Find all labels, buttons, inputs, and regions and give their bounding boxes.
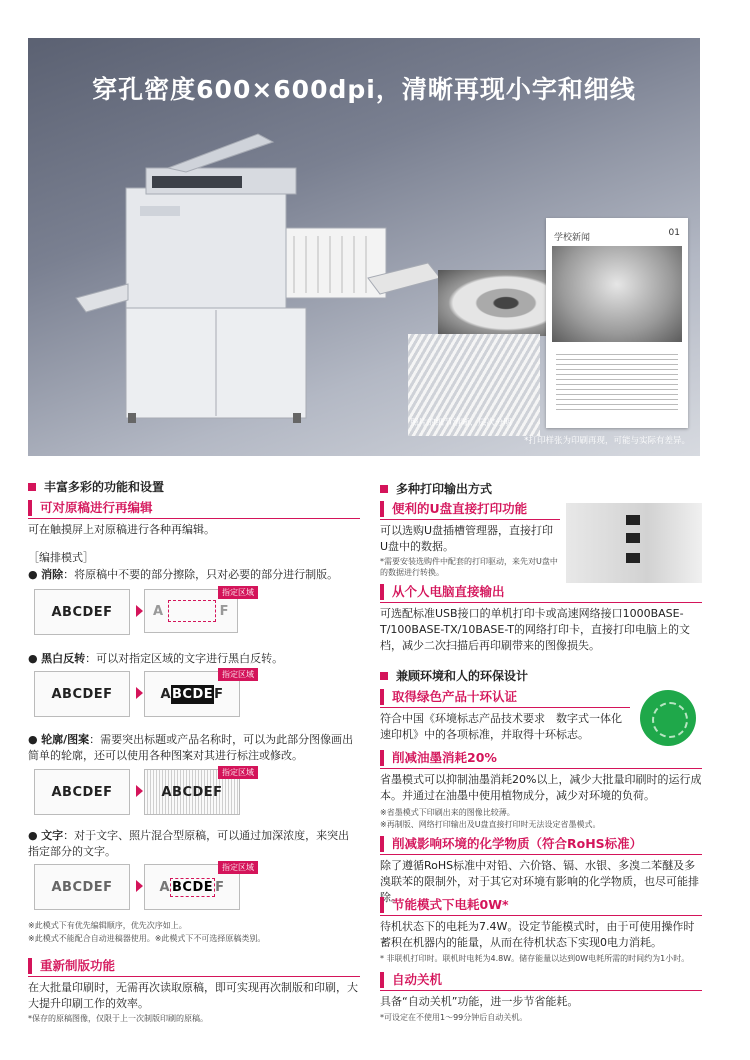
detail-caption: 照片的细节清晰、层次分明	[410, 418, 513, 428]
region-tag: 指定区域	[218, 861, 258, 874]
subheading-ink: 削减油墨消耗20%	[380, 750, 497, 766]
edit-note-1: ※此模式下有优先编辑顺序，优先次序如上。	[28, 921, 187, 930]
erase-before: ABCDEF	[34, 589, 130, 635]
card-header: 学校新闻	[554, 233, 591, 243]
divider	[380, 519, 560, 520]
text-after: A BCDE F	[144, 864, 240, 910]
card-number: 01	[668, 228, 680, 238]
usb-port-icon	[626, 533, 640, 543]
hero-banner	[28, 38, 700, 456]
subheading-energy: 节能模式下电耗0W*	[380, 897, 509, 913]
subheading-reedit: 可对原稿进行再编辑	[28, 500, 153, 516]
ink-text: 省墨模式可以抑制油墨消耗20%以上，减少大批量印刷时的运行成本。并通过在油墨中使用植物成分，减少对环境的负荷。	[380, 773, 702, 802]
school-news-sample	[546, 218, 688, 428]
rohs-text: 除了遵循RoHS标准中对铅、六价铬、镉、水银、多溴二苯醚及多溴联苯的限制外，对于其它对环境有影响的化学物质，也尽可能排除。	[380, 859, 699, 904]
arrow-icon	[136, 785, 143, 797]
invert-after: A BCDE F	[144, 671, 240, 717]
ink-note-2: ※再制版、网络打印输出及U盘直接打印时无法设定省墨模式。	[380, 820, 601, 829]
divider	[380, 854, 702, 855]
usb-port-icon	[626, 515, 640, 525]
girl-portrait-photo	[552, 246, 682, 342]
square-bullet-icon	[380, 672, 388, 680]
mode-outline: ● 轮廓/图案：需要突出标题或产品名称时，可以为此部分图像画出简单的轮廓，还可以使用各种图案对其进行标注或修改。	[28, 733, 354, 762]
energy-note: * 非联机打印时。联机时电耗为4.8W。储存能量以达到0W电耗所需的时间约为1小时。	[380, 954, 690, 963]
region-tag: 指定区域	[218, 586, 258, 599]
green-cert-text: 符合中国《环境标志产品技术要求 数字式一体化速印机》中的各项标准，并取得十环标志。	[380, 712, 622, 741]
auto-off-text: 具备“自动关机”功能，进一步节省能耗。	[380, 995, 579, 1008]
reedit-text: 可在触摸屏上对原稿进行各种再编辑。	[28, 523, 215, 536]
divider	[380, 990, 702, 991]
subheading-remake: 重新制版功能	[28, 958, 115, 974]
divider	[28, 518, 360, 519]
divider	[380, 707, 630, 708]
subheading-green-cert: 取得绿色产品十环认证	[380, 689, 517, 705]
square-bullet-icon	[380, 485, 388, 493]
sample-text-block	[556, 354, 678, 414]
energy-text: 待机状态下的电耗为7.4W。设定节能模式时，由于可使用操作时蓄积在机器内的能量，从而在待机状态下实现0电力消耗。	[380, 920, 695, 949]
usb-note: *需要安装选购件中配套的打印驱动，来先对U盘中的数据进行转换。	[380, 557, 558, 577]
region-tag: 指定区域	[218, 766, 258, 779]
erase-after: A F	[144, 589, 238, 633]
mode-label: ［编排模式］	[28, 551, 94, 564]
subheading-usb: 便利的U盘直接打印功能	[380, 501, 527, 517]
ink-note-1: ※省墨模式下印刷出来的图像比较薄。	[380, 808, 515, 817]
region-tag: 指定区域	[218, 668, 258, 681]
remake-text: 在大批量印刷时，无需再次读取原稿，即可实现再次制版和印刷，大大提升印刷工作的效率。	[28, 981, 358, 1010]
edit-note-2: ※此模式不能配合自动进稿器使用。※此模式下不可选择原稿类别。	[28, 934, 266, 943]
usb-text: 可以选购U盘插槽管理器，直接打印U盘中的数据。	[380, 524, 554, 553]
ten-ring-eco-label-icon	[640, 690, 696, 746]
mode-erase: ● 消除：将原稿中不要的部分擦除，只对必要的部分进行制版。	[28, 568, 339, 581]
remake-note: *保存的原稿图像，仅限于上一次制版印刷的原稿。	[28, 1014, 208, 1023]
divider	[380, 915, 702, 916]
hero-title: 穿孔密度600×600dpi，清晰再现小字和细线	[92, 75, 636, 104]
arrow-icon	[136, 880, 143, 892]
pc-output-text: 可选配标准USB接口的单机打印卡或高速网络接口1000BASE-T/100BASE-TX/10BASE-T的网络打印卡，直接打印电脑上的文档，减少二次扫描后再印刷带来的图像损失。	[380, 607, 691, 652]
mode-text: ● 文字：对于文字、照片混合型原稿，可以通过加深浓度，来突出指定部分的文字。	[28, 829, 350, 858]
usb-port-icon	[626, 553, 640, 563]
mode-invert: ● 黑白反转：可以对指定区域的文字进行黑白反转。	[28, 652, 284, 665]
subheading-pc-output: 从个人电脑直接输出	[380, 584, 505, 600]
square-bullet-icon	[28, 483, 36, 491]
text-before: ABCDEF	[34, 864, 130, 910]
sample-disclaimer: *打印样张为印刷再现，可能与实际有差异。	[524, 436, 690, 446]
arrow-icon	[136, 687, 143, 699]
section-title-features: 丰富多彩的功能和设置	[28, 478, 164, 495]
outline-before: ABCDEF	[34, 769, 130, 815]
arrow-icon	[136, 605, 143, 617]
outline-after: ABCDEF	[144, 769, 240, 815]
auto-off-note: *可设定在不使用1～99分钟后自动关机。	[380, 1013, 528, 1022]
divider	[380, 768, 702, 769]
section-title-eco: 兼顾环境和人的环保设计	[380, 667, 528, 684]
subheading-rohs: 削减影响环境的化学物质（符合RoHS标准）	[380, 836, 642, 852]
divider	[28, 976, 360, 977]
section-title-output: 多种打印输出方式	[380, 480, 492, 497]
subheading-auto-off: 自动关机	[380, 972, 442, 988]
usb-slot-photo	[566, 503, 702, 583]
invert-before: ABCDEF	[34, 671, 130, 717]
divider	[380, 602, 702, 603]
